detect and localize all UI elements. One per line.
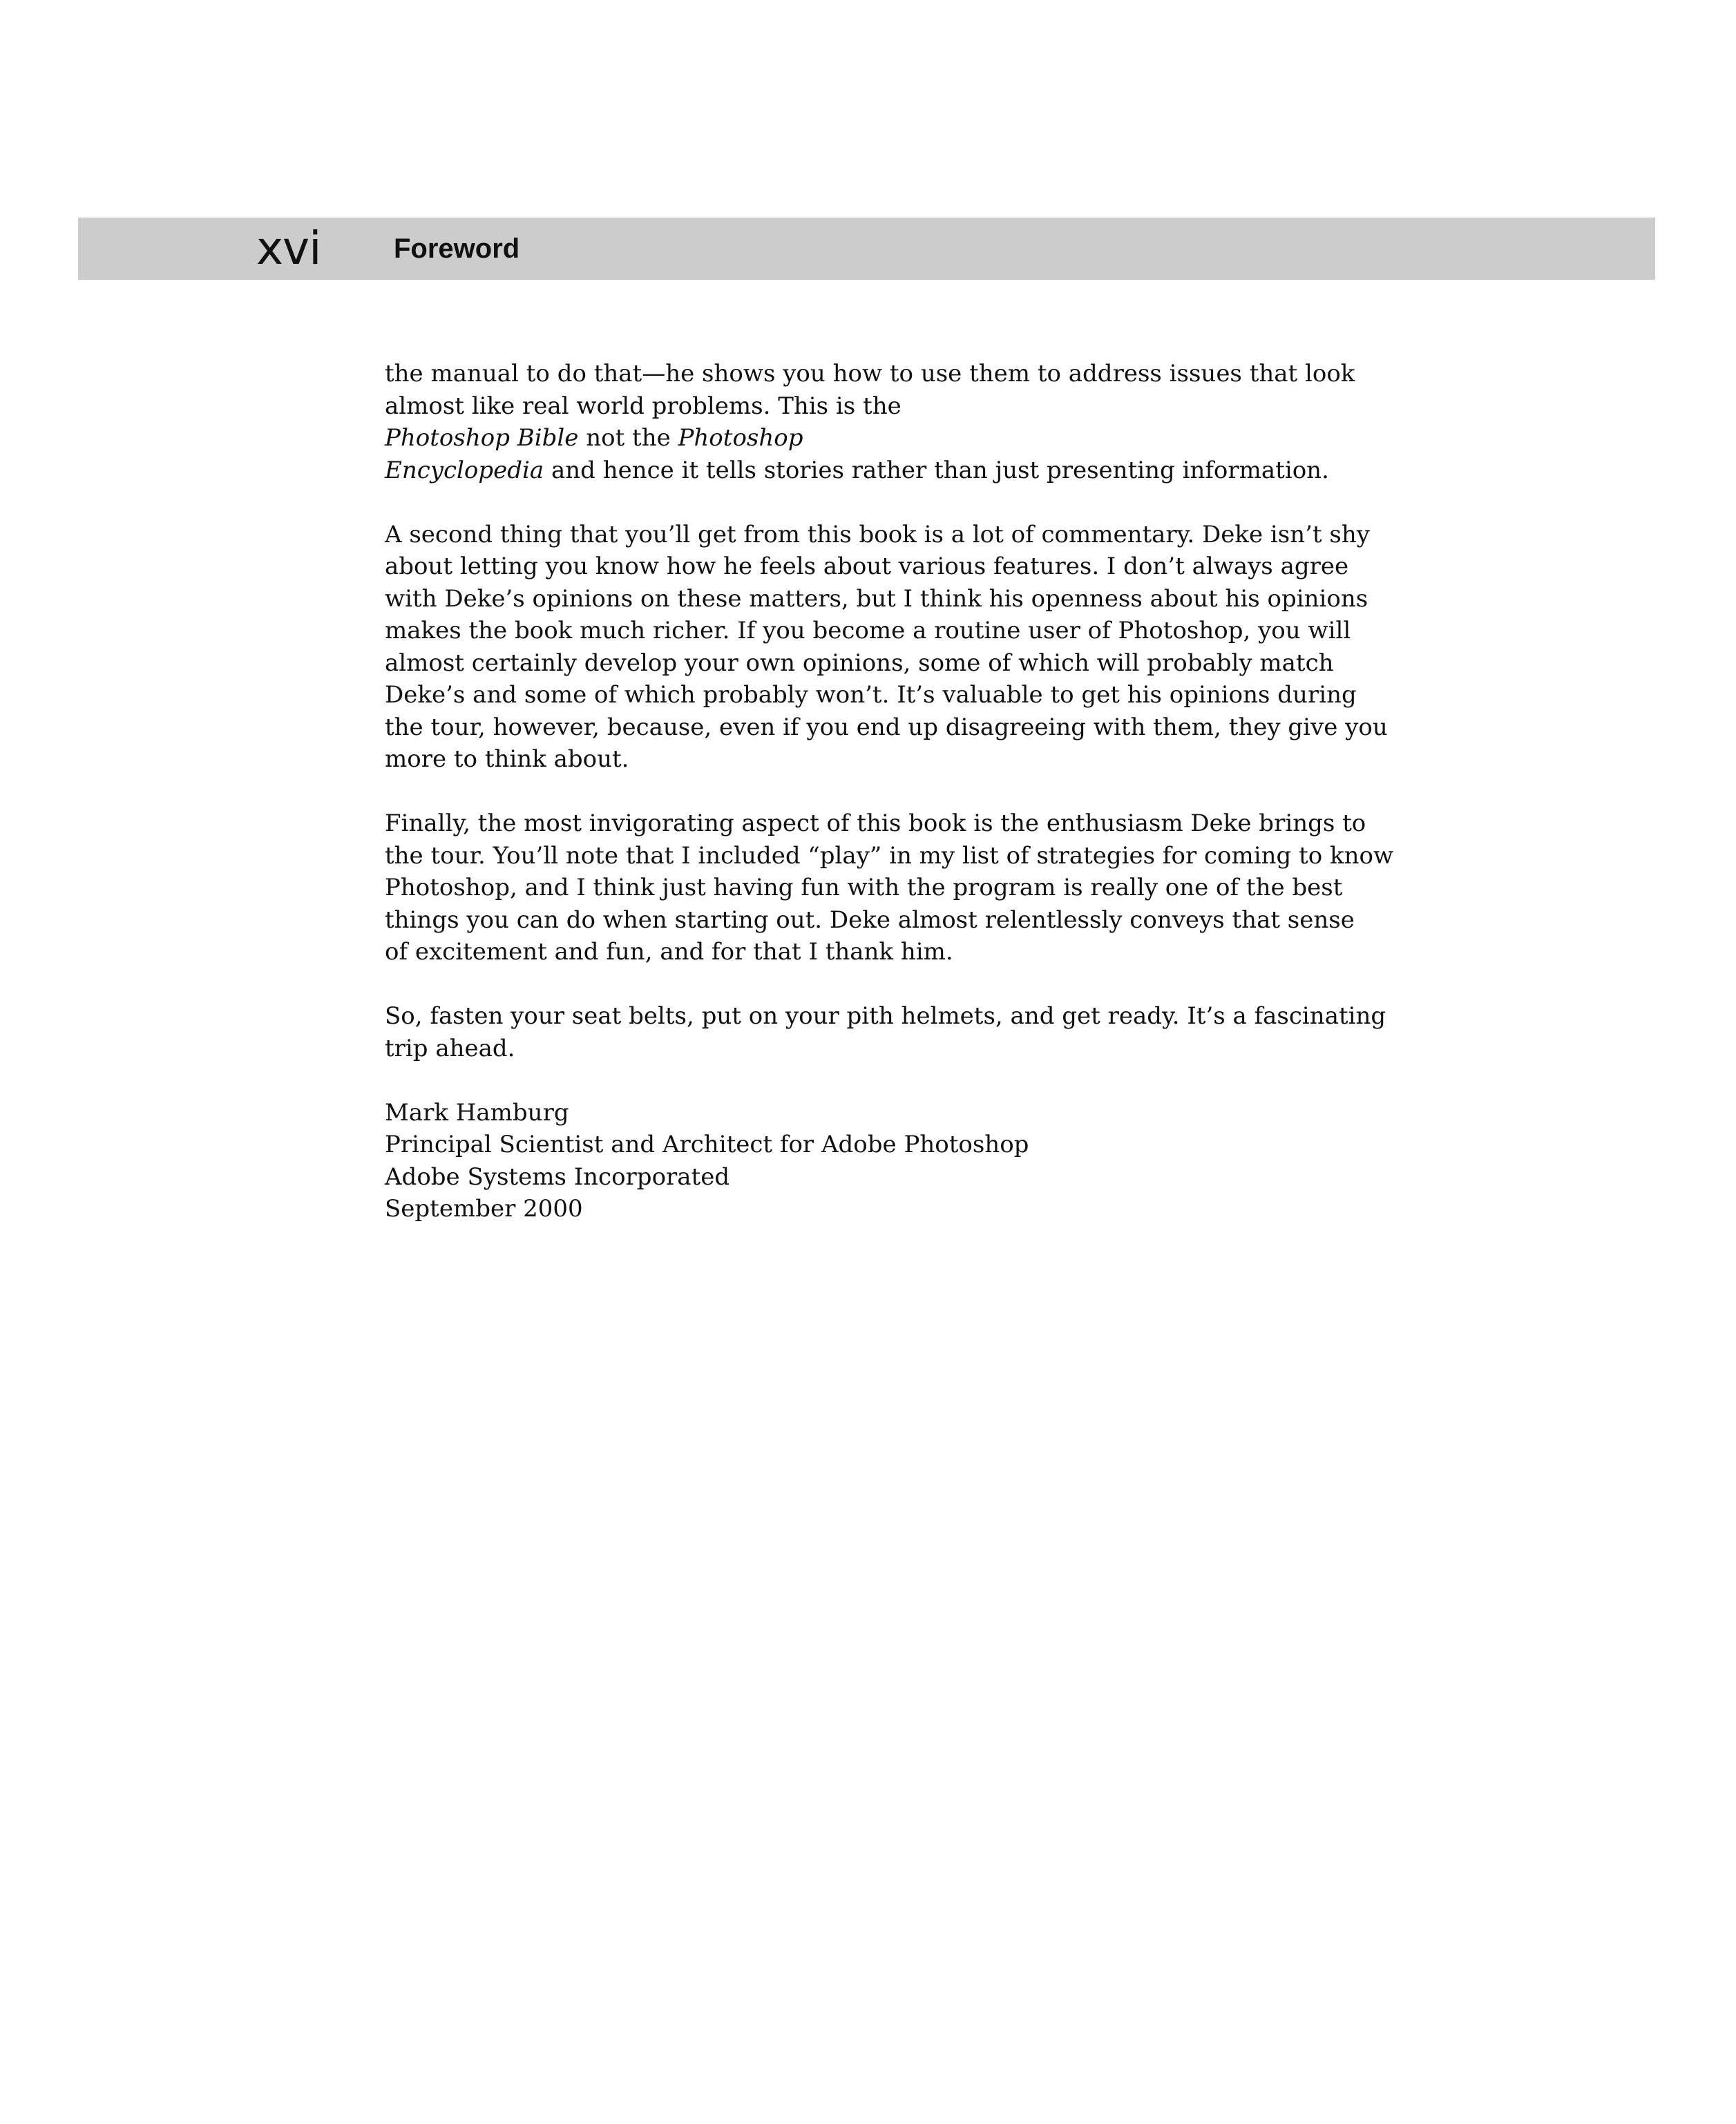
text-line: Deke’s and some of which probably won’t. It’s valuable to get his opinions during — [385, 681, 1357, 709]
signature-name: Mark Hamburg — [385, 1098, 569, 1127]
paragraph-4 — [385, 1000, 1462, 1064]
text-line: things you can do when starting out. Deke almost relentlessly conveys that sense — [385, 906, 1355, 934]
text-line: Finally, the most invigorating aspect of this book is the enthusiasm Deke brings to — [385, 810, 1366, 837]
paragraph-1 — [385, 358, 1462, 486]
text-line: trip ahead. — [385, 1034, 515, 1062]
signature-title: Principal Scientist and Architect for Adobe Photoshop — [385, 1131, 1029, 1158]
text-line — [385, 390, 1462, 455]
text-line — [385, 455, 1462, 487]
text-line: A second thing that you’ll get from this book is a lot of commentary. Deke isn’t shy — [385, 520, 1370, 548]
text-line: the manual to do that—he shows you how to use them to address issues that look — [385, 360, 1355, 388]
book-title-italic: Encyclopedia — [385, 456, 544, 484]
signature-company: Adobe Systems Incorporated — [385, 1163, 730, 1191]
running-header — [78, 218, 1655, 280]
text-line: the tour, however, because, even if you end up disagreeing with them, they give you — [385, 713, 1388, 741]
page-number: xvi — [256, 222, 321, 275]
text-line: So, fasten your seat belts, put on your pith helmets, and get ready. It’s a fascinating — [385, 1002, 1386, 1030]
book-title-italic: Photoshop Bible — [385, 424, 579, 452]
section-title: Foreword — [394, 233, 520, 264]
text-run: and hence it tells stories rather than just presenting information. — [544, 456, 1329, 484]
paragraph-3 — [385, 807, 1462, 968]
text-line: Photoshop, and I think just having fun with the program is really one of the best — [385, 874, 1343, 901]
text-line: of excitement and fun, and for that I thank him. — [385, 938, 953, 966]
signature-date: September 2000 — [385, 1195, 583, 1223]
paragraph-2 — [385, 519, 1462, 776]
book-title-italic: Photoshop — [678, 424, 803, 452]
text-line: the tour. You’ll note that I included “play” in my list of strategies for coming to know — [385, 841, 1394, 870]
text-run: not the — [578, 424, 678, 452]
text-run: almost like real world problems. This is the — [385, 392, 902, 420]
text-line: about letting you know how he feels about various features. I don’t always agree — [385, 553, 1349, 580]
text-line: almost certainly develop your own opinions, some of which will probably match — [385, 649, 1334, 677]
text-line: makes the book much richer. If you become a routine user of Photoshop, you will — [385, 617, 1351, 644]
signature-block — [385, 1097, 1462, 1225]
text-line: with Deke’s opinions on these matters, but I think his openness about his opinions — [385, 584, 1368, 613]
foreword-body — [385, 358, 1462, 1225]
text-line: more to think about. — [385, 745, 629, 773]
